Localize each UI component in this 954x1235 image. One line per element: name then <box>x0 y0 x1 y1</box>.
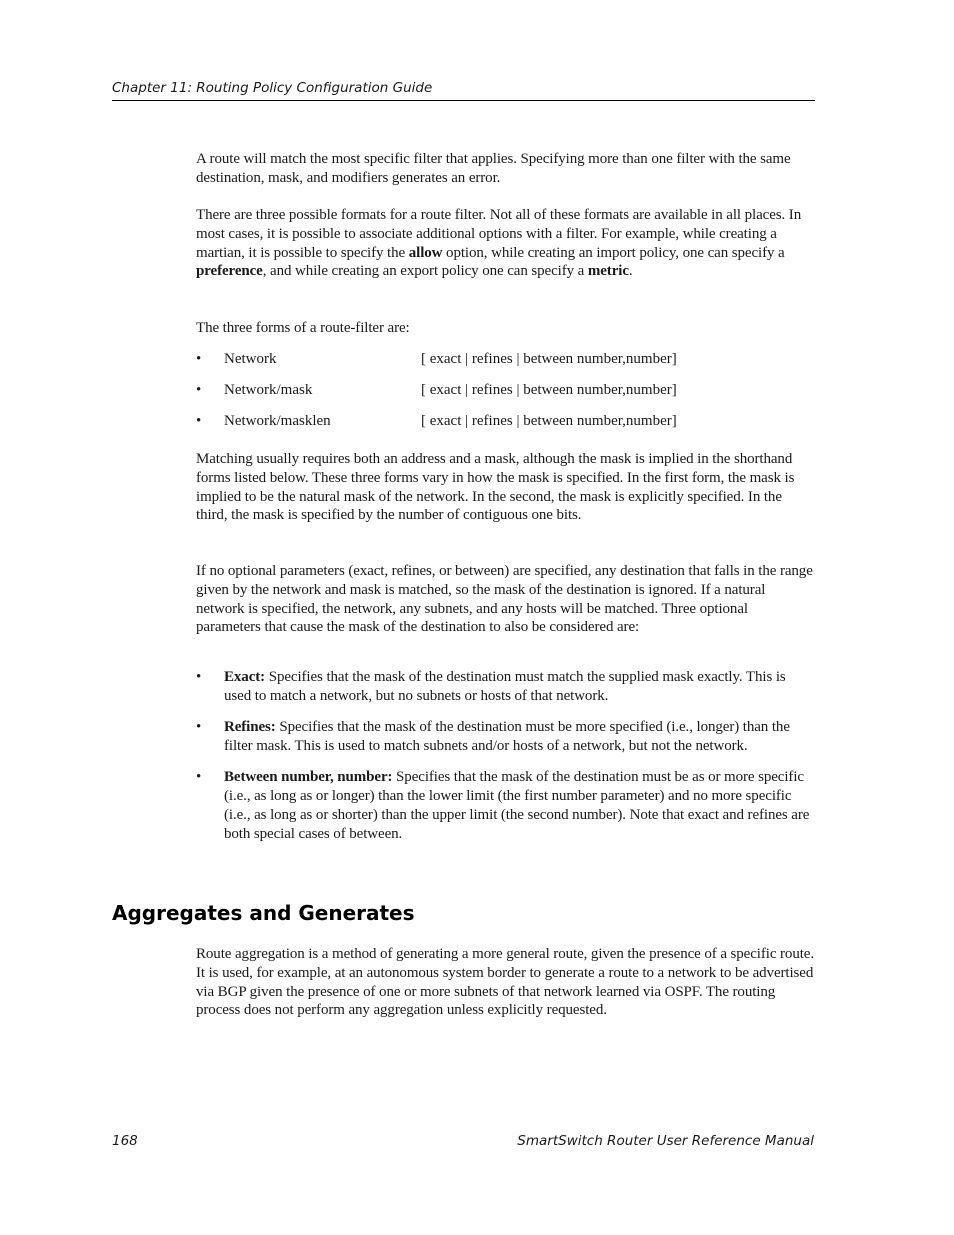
term-allow: allow <box>408 244 443 261</box>
paragraph-text: option, while creating an import policy, one can specify a <box>442 244 785 261</box>
section-heading: Aggregates and Generates <box>112 901 415 925</box>
bullet: • <box>196 769 202 786</box>
bullet: • <box>196 719 202 736</box>
bullet: • <box>196 351 202 367</box>
list-item <box>196 412 814 443</box>
list-item <box>196 381 814 412</box>
list-item <box>196 768 814 843</box>
running-header <box>112 79 815 101</box>
list-item <box>196 718 814 756</box>
paragraph-text: , and while creating an export policy one can specify a <box>262 263 588 280</box>
paragraph-route-aggregation: Route aggregation is a method of generating a more general route, given the presence of a specific route. It is used, for example, at an autonomous system border to generate a route to a network to be advertised via BGP given the presence of one or more subnets of that network learned via OSPF. The routing process does not perform any aggregation unless explicitly requested. <box>196 946 814 1019</box>
parameter-description: Specifies that the mask of the destination must be more specified (i.e., longer) than the filter mask. This is used to match subnets and/or hosts of a network, but not the network. <box>224 719 790 754</box>
filter-form-options: [ exact | refines | between number,number] <box>421 413 677 429</box>
paragraph-matching: Matching usually requires both an address and a mask, although the mask is implied in the shorthand forms listed below. These three forms vary in how the mask is specified. In the first form, the mask is implied to be the natural mask of the network. In the second, the mask is explicitly specified. In the third, the mask is specified by the number of contiguous one bits. <box>196 451 795 524</box>
filter-form-name: Network/mask <box>224 382 313 398</box>
optional-parameters-list <box>196 668 814 856</box>
term-preference: preference <box>196 263 263 280</box>
parameter-description: Specifies that the mask of the destination must be as or more specific (i.e., as long as or longer) than the lower limit (the first number parameter) and no more specific (i.e., as long as or shorter) than the upper limit (the second number). Note that exact and refines are both special cases of between. <box>224 769 810 842</box>
paragraph-optional-parameters: If no optional parameters (exact, refines, or between) are specified, any destination that falls in the range given by the network and mask is matched, so the mask of the destination is ignored. If a natural network is specified, the network, any subnets, and any hosts will be matched. Three optional parameters that cause the mask of the destination to also be considered are: <box>196 563 813 636</box>
page-number: 168 <box>112 1133 138 1149</box>
running-footer <box>112 1132 814 1150</box>
bullet: • <box>196 669 202 685</box>
list-item <box>196 350 814 381</box>
parameter-term: Exact: <box>224 669 266 685</box>
filter-form-options: [ exact | refines | between number,number] <box>421 351 677 367</box>
paragraph-text: There are three possible formats for a route filter. Not all of these formats are available in all places. In most cases, it is possible to associate additional options with a filter. For example, while creating a martian, it is possible to specify the <box>196 207 802 261</box>
bullet: • <box>196 413 202 429</box>
bullet: • <box>196 382 202 398</box>
manual-title: SmartSwitch Router User Reference Manual <box>517 1133 814 1149</box>
filter-form-options: [ exact | refines | between number,number] <box>421 382 677 398</box>
paragraph-three-forms: The three forms of a route-filter are: <box>196 320 410 336</box>
parameter-term: Between number, number: <box>224 769 393 786</box>
filter-form-name: Network/masklen <box>224 413 331 429</box>
chapter-title: Chapter 11: Routing Policy Configuration Guide <box>112 80 433 96</box>
parameter-description: Specifies that the mask of the destination must match the supplied mask exactly. This is used to match a network, but no subnets or hosts of that network. <box>224 669 786 704</box>
list-item <box>196 668 814 706</box>
paragraph-text: . <box>628 263 633 280</box>
term-metric: metric <box>587 263 629 280</box>
filter-form-name: Network <box>224 351 277 367</box>
paragraph-filter-formats <box>196 206 814 281</box>
parameter-term: Refines: <box>224 719 276 736</box>
paragraph-specific-filter: A route will match the most specific filter that applies. Specifying more than one filter with the same destination, mask, and modifiers generates an error. <box>196 151 791 186</box>
route-filter-forms-list <box>196 350 814 443</box>
